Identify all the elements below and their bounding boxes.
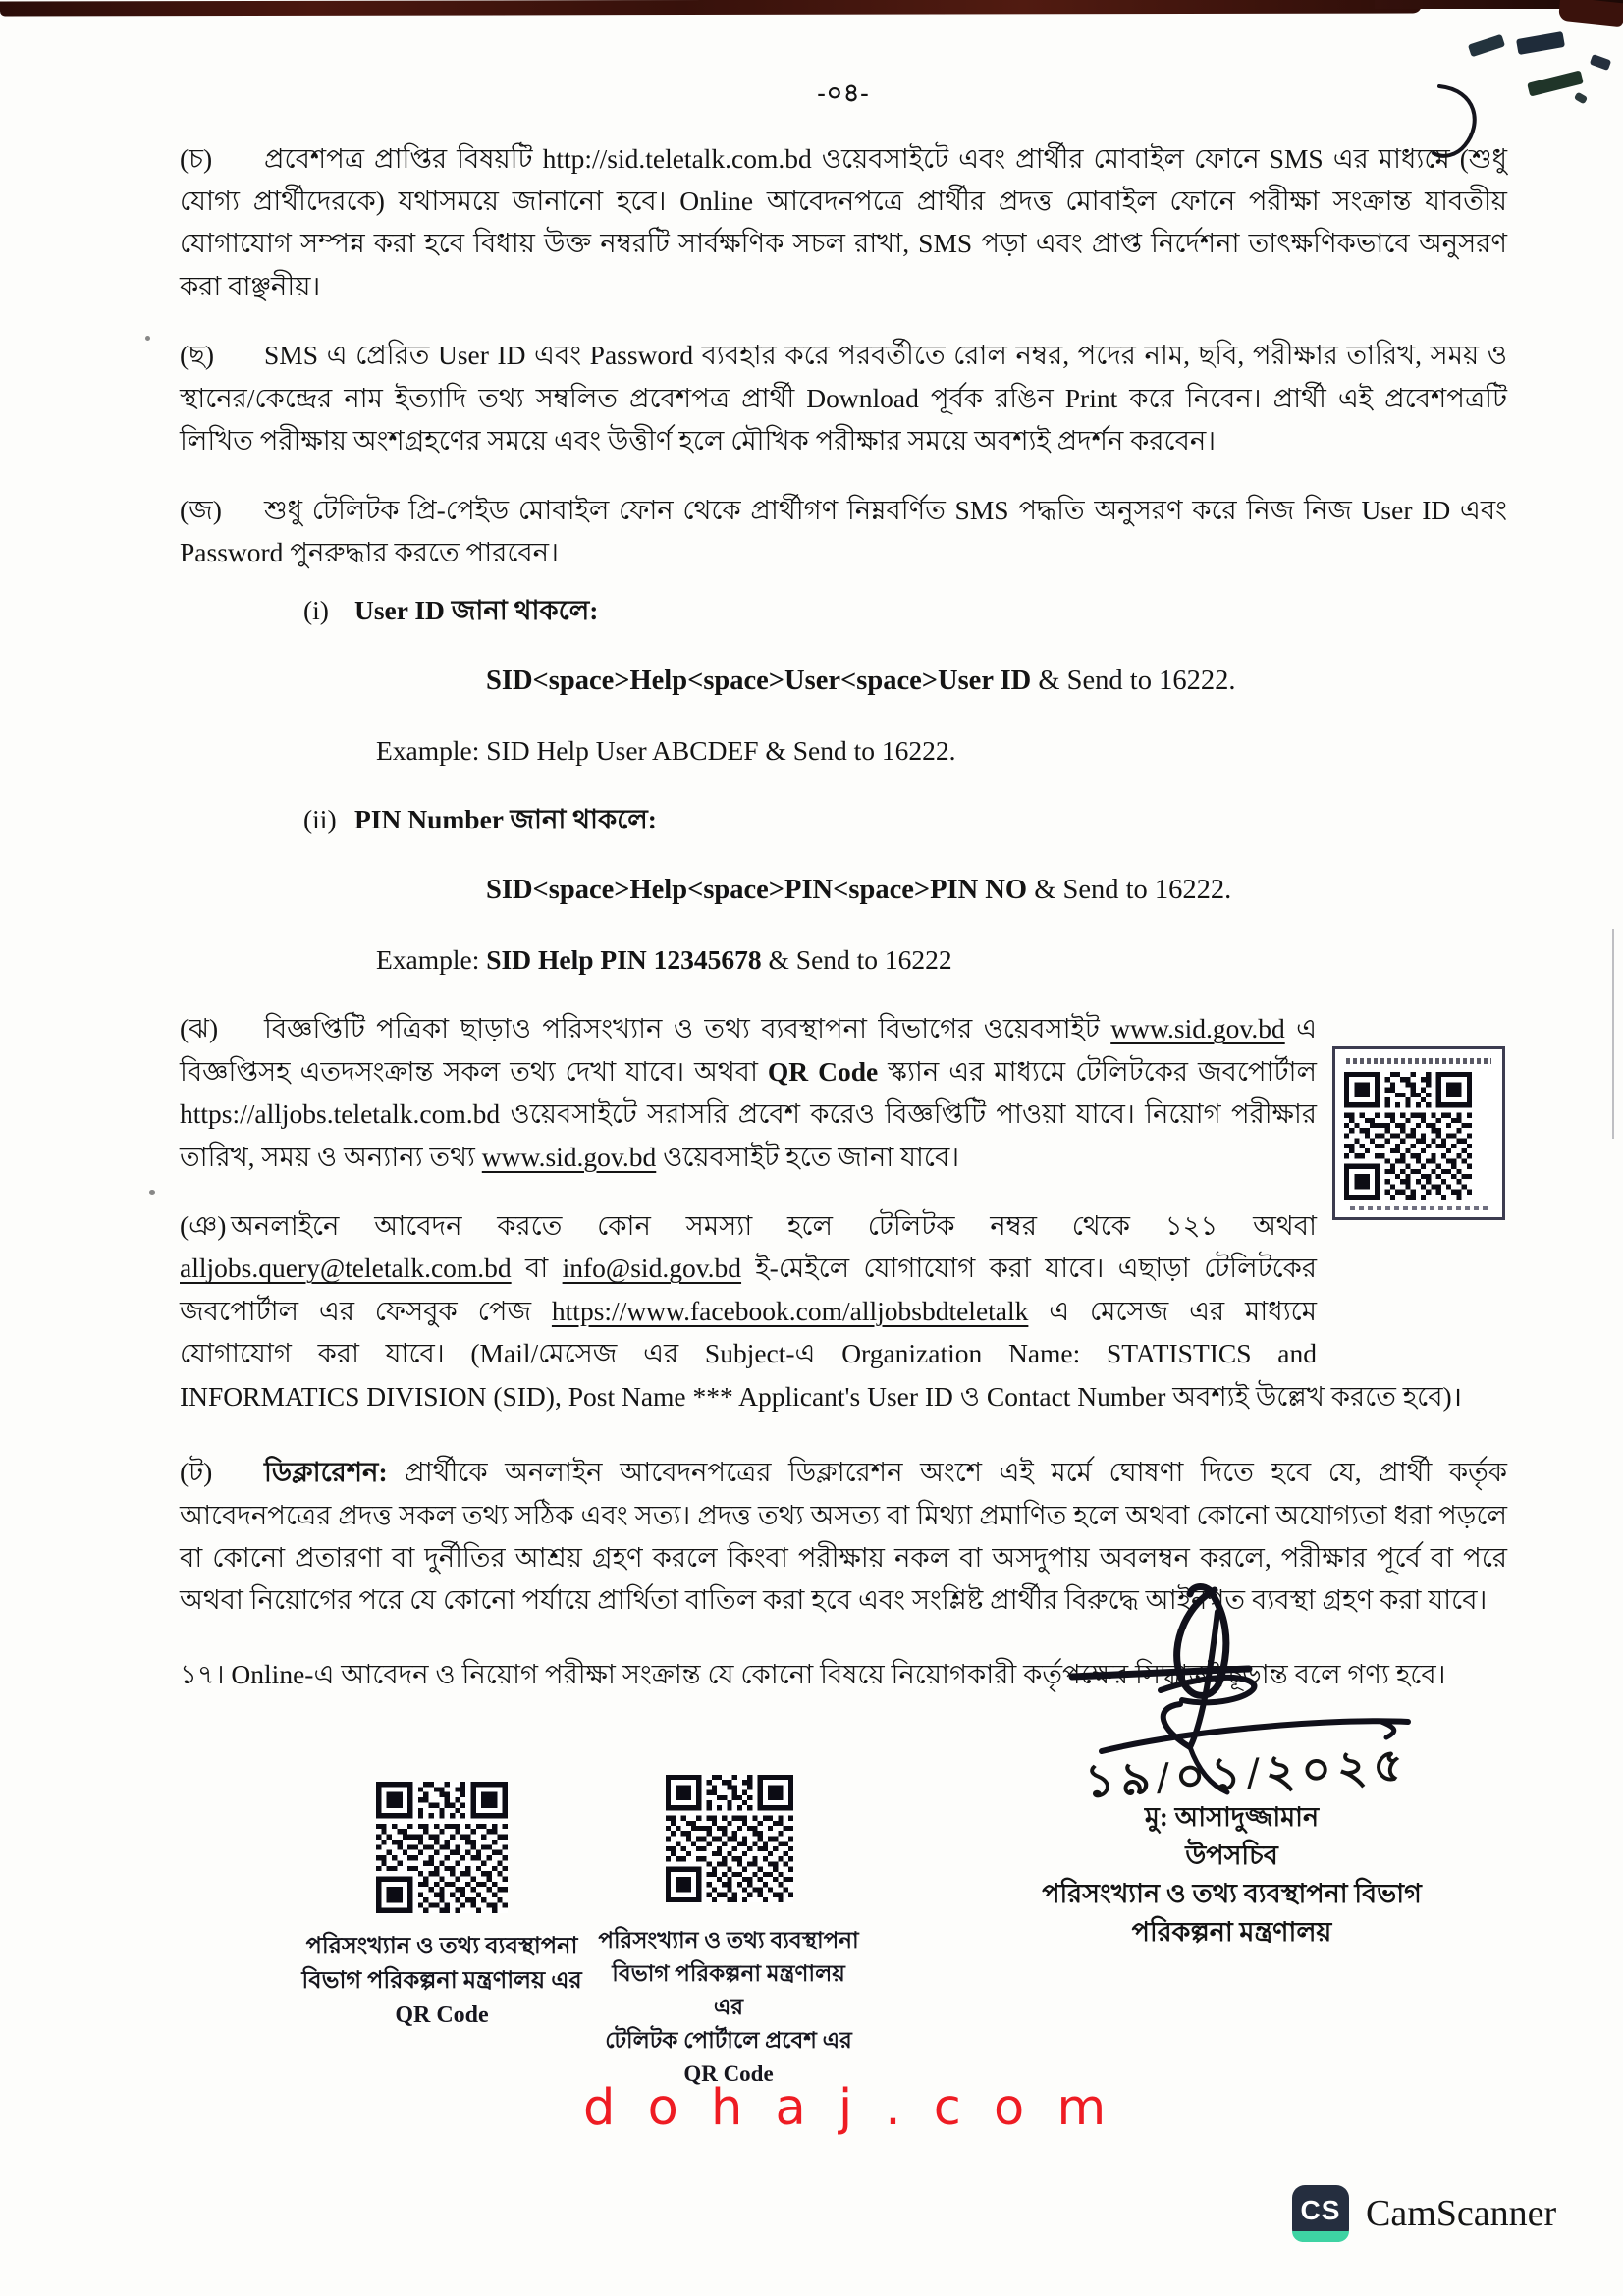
paragraph-text: ওয়েবসাইটে এবং প্রার্থীর মোবাইল ফোনে SMS এর মাধ্যমে (শুধু যোগ্য প্রার্থীদেরকে) যথাসময়ে জানানো হবে। Online আবেদনপত্রে প্রার্থীর প্রদত্ত মোবাইল ফোনে পরীক্ষা সংক্রান্ত যাবতীয় যোগাযোগ সম্পন্ন করা হবে বিধায় উক্ত নম্বরটি সার্বক্ষণিক সচল রাখা, SMS পড়া এবং প্রাপ্ত নির্দেশনা তাৎক্ষণিকভাবে অনুসরণ করা বাঞ্ছনীয়।	[180, 142, 1507, 301]
caption-line: পরিসংখ্যান ও তথ্য ব্যবস্থাপনা	[305, 1934, 578, 1959]
paragraph-label: (ঝ)	[180, 1013, 219, 1044]
url-sid-gov: www.sid.gov.bd	[1110, 1013, 1285, 1044]
list-item-label: (i)	[303, 595, 329, 626]
sms-pin-example	[180, 938, 1507, 981]
caption-line: QR Code	[395, 2002, 489, 2028]
paragraph-text: ই-মেইলে যোগাযোগ করা যাবে। এছাড়া টেলিটকের জবপোর্টাল এর ফেসবুক পেজ	[180, 1253, 1318, 1326]
paragraph-chha	[180, 334, 1507, 461]
paragraph-text: বিজ্ঞপ্তিটি পত্রিকা ছাড়াও পরিসংখ্যান ও তথ্য ব্যবস্থাপনা বিভাগের ওয়েবসাইট	[264, 1013, 1111, 1044]
url-sid-gov: www.sid.gov.bd	[481, 1141, 657, 1172]
email-alljobs-query: alljobs.query@teletalk.com.bd	[180, 1253, 512, 1284]
caption-line: টেলিটক পোর্টালে প্রবেশ এর	[605, 2028, 852, 2054]
qr-code-teletalk-portal	[1332, 1046, 1505, 1220]
paragraph-text: প্রার্থীকে অনলাইন আবেদনপত্রের ডিক্লারেশন অংশে এই মর্মে ঘোষণা দিতে হবে যে, প্রার্থী কর্তৃক আবেদনপত্রের প্রদত্ত সকল তথ্য সঠিক এবং সত্য। প্রদত্ত তথ্য অসত্য বা মিথ্যা প্রমাণিত হলে অথবা কোনো অযোগ্যতা ধরা পড়লে বা কোনো প্রতারণা বা দুর্নীতির আশ্রয় গ্রহণ করলে কিংবা পরীক্ষায় নকল বা অসদুপায় অবলম্বন করলে, পরীক্ষার পূর্বে বা পরে অথবা নিয়োগের পরে যে কোনো পর্যায়ে প্রার্থিতা বাতিল করা হবে এবং সংশ্লিষ্ট প্রার্থীর বিরুদ্ধে আইনগত ব্যবস্থা গ্রহণ করা যাবে।	[180, 1457, 1507, 1616]
paragraph-text: স্ক্যান এর মাধ্যমে টেলিটকের জবপোর্টাল	[878, 1055, 1317, 1087]
paragraph-text: এ মেসেজ এর মাধ্যমে যোগাযোগ করা যাবে। (Mail/মেসেজ এর Subject-এ Organization Name: STATISTICS and INFORMATICS DIVISION (SID), Post Name *** Applicant's User ID ও Contact Number অবশ্যই উল্লেখ করতে হবে)।	[180, 1295, 1463, 1412]
scan-line-artifact	[1612, 929, 1614, 1139]
camscanner-wordmark: CamScanner	[1366, 2193, 1557, 2234]
camscanner-initials: CS	[1300, 2195, 1341, 2225]
sms-user-format	[180, 659, 1507, 703]
scan-speck	[145, 336, 150, 341]
micro-caption	[1350, 1206, 1488, 1210]
sms-example-suffix: & Send to 16222	[761, 943, 952, 975]
paragraph-label: (ছ)	[180, 340, 214, 371]
document-body	[180, 75, 1507, 1722]
paragraph-text: বা	[511, 1253, 563, 1284]
qr-code-inline-container	[1332, 1046, 1507, 1337]
paragraph-ja	[180, 489, 1507, 574]
email-info-sid: info@sid.gov.bd	[562, 1253, 742, 1284]
micro-caption	[1346, 1058, 1491, 1064]
sms-format-text: SID<space>Help<space>PIN<space>PIN NO	[486, 874, 1028, 905]
caption-line: পরিসংখ্যান ও তথ্য ব্যবস্থাপনা	[598, 1928, 859, 1952]
scan-edge-artifact-top	[0, 0, 1422, 17]
url-facebook-alljobs: https://www.facebook.com/alljobsbdteletalk	[551, 1295, 1029, 1326]
ink-smudge	[1574, 92, 1588, 105]
ink-smudge	[1468, 34, 1505, 57]
scan-corner-artifact	[1558, 0, 1623, 27]
signatory-name: মু: আসাদুজ্জামান	[1144, 1802, 1320, 1832]
sms-user-example	[180, 729, 1507, 772]
signature-date-handwritten: ১৯/০১/২০২৫	[1083, 1739, 1411, 1808]
sms-format-suffix: & Send to 16222.	[1031, 665, 1236, 696]
paragraph-label: (চ)	[180, 142, 213, 174]
signatory-designation: উপসচিব	[1185, 1841, 1278, 1871]
paragraph-nio	[180, 1204, 1507, 1417]
paragraph-text: ওয়েবসাইটে সরাসরি প্রবেশ করেও বিজ্ঞপ্তিটি পাওয়া যাবে। নিয়োগ পরীক্ষার তারিখ, সময় ও অন্যান্য তথ্য	[180, 1098, 1317, 1172]
list-item-title: PIN Number জানা থাকলে:	[354, 804, 657, 835]
scan-speck	[149, 1190, 155, 1195]
paragraph-text: অনলাইনে আবেদন করতে কোন সমস্যা হলে টেলিটক নম্বর থেকে ১২১ অথবা	[231, 1209, 1317, 1241]
sms-example-bold: SID Help PIN 12345678	[486, 943, 762, 975]
paragraph-text: ওয়েবসাইট হতে জানা যাবে।	[656, 1141, 960, 1172]
sms-pin-format	[180, 868, 1507, 912]
paragraph-label: (জ)	[180, 494, 222, 525]
signatory-details	[964, 1800, 1499, 1953]
paragraph-text: শুধু টেলিটক প্রি-পেইড মোবাইল ফোন থেকে প্রার্থীগণ নিম্নবর্ণিত SMS পদ্ধতি অনুসরণ করে নিজ নিজ User ID এবং Password পুনরুদ্ধার করতে পারবেন।	[180, 494, 1507, 567]
paragraph-text: ১৭। Online-এ আবেদন ও নিয়োগ পরীক্ষা সংক্রান্ত যে কোনো বিষয়ে নিয়োগকারী কর্তৃপক্ষের সিদ্ধান্তই চূড়ান্ত বলে গণ্য হবে।	[180, 1658, 1446, 1689]
qr-code-division-caption	[293, 1930, 591, 2032]
ink-smudge	[1516, 31, 1565, 55]
ink-smudge	[1590, 54, 1612, 71]
ink-smudge	[1527, 70, 1584, 96]
caption-line: বিভাগ পরিকল্পনা মন্ত্রণালয় এর	[301, 1967, 582, 1994]
paragraph-label: (ট)	[180, 1457, 213, 1488]
url-sid-teletalk: http://sid.teletalk.com.bd	[542, 142, 812, 174]
dohaj-watermark: d o h a j . c o m	[583, 2079, 1113, 2137]
sms-format-text: SID<space>Help<space>User<space>User ID	[486, 665, 1032, 696]
camscanner-branding	[1292, 2185, 1556, 2242]
sms-user-heading	[180, 589, 1507, 631]
paragraph-text: SMS এ প্রেরিত User ID এবং Password ব্যবহার করে পরবর্তীতে রোল নম্বর, পদের নাম, ছবি, পরীক্ষার তারিখ, সময় ও স্থানের/কেন্দ্রের নাম ইত্যাদি তথ্য সম্বলিত প্রবেশপত্র প্রার্থী Download পূর্বক রঙিন Print করে নিবেন। প্রার্থী এই প্রবেশপত্রটি লিখিত পরীক্ষায় অংশগ্রহণের সময়ে এবং উত্তীর্ণ হলে মৌখিক পরীক্ষার সময়ে অবশ্যই প্রদর্শন করবেন।	[180, 340, 1507, 456]
signatory-division: পরিসংখ্যান ও তথ্য ব্যবস্থাপনা বিভাগ	[1042, 1879, 1422, 1909]
paragraph-label: (ঞ)	[180, 1209, 227, 1241]
url-alljobs-teletalk: https://alljobs.teletalk.com.bd	[180, 1098, 501, 1130]
qr-code-teletalk-entry-caption	[595, 1924, 862, 2091]
list-item-title: User ID জানা থাকলে:	[354, 595, 599, 626]
page-number: -০৪-	[817, 80, 870, 107]
paragraph-text: প্রবেশপত্র প্রাপ্তির বিষয়টি	[264, 142, 543, 174]
sms-example-text: Example: SID Help User ABCDEF & Send to 16222.	[376, 734, 956, 766]
camscanner-icon-strip	[1292, 2231, 1349, 2242]
sms-format-suffix: & Send to 16222.	[1027, 874, 1232, 905]
paragraph-text: এ বিজ্ঞপ্তিসহ এতদসংক্রান্ত সকল তথ্য দেখা যাবে। অথবা	[180, 1013, 1317, 1087]
signatory-ministry: পরিকল্পনা মন্ত্রণালয়	[1131, 1917, 1332, 1948]
sms-example-prefix: Example:	[376, 943, 487, 975]
paragraph-cha	[180, 137, 1507, 308]
qr-code-division	[376, 1782, 508, 1913]
camscanner-icon	[1292, 2185, 1349, 2242]
qr-code-teletalk-entry	[666, 1775, 793, 1902]
list-item-label: (ii)	[303, 804, 337, 835]
qr-code-mention: QR Code	[767, 1055, 879, 1087]
caption-line: QR Code	[683, 2061, 774, 2087]
sms-pin-heading	[180, 798, 1507, 840]
declaration-lead: ডিক্লারেশন:	[264, 1457, 388, 1488]
paragraph-jha	[180, 1007, 1507, 1178]
caption-line: বিভাগ পরিকল্পনা মন্ত্রণালয় এর	[612, 1961, 845, 2020]
